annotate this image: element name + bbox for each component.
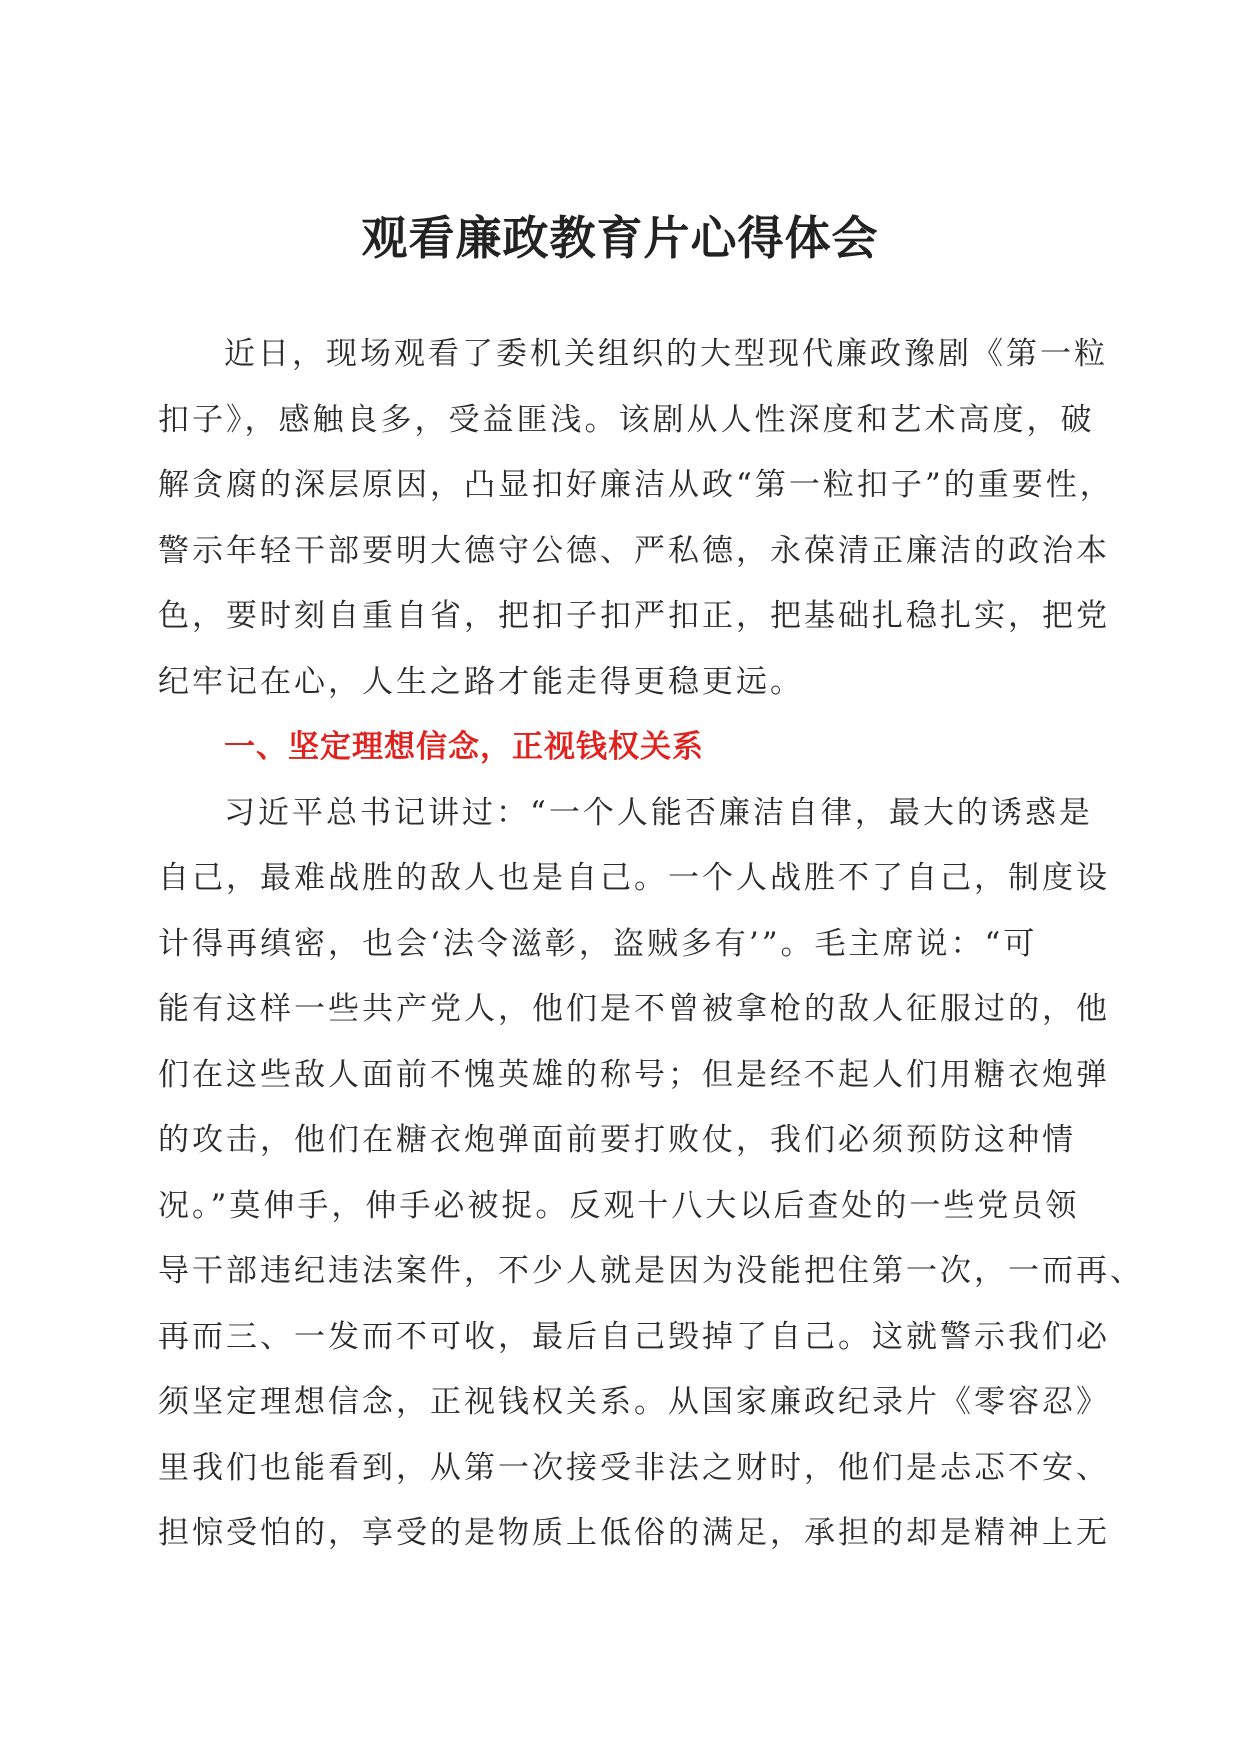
paragraph-line: 色，要时刻自重自省，把扣子扣严扣正，把基础扎稳扎实，把党 — [158, 598, 1110, 634]
paragraph-line: 须坚定理想信念，正视钱权关系。从国家廉政纪录片《零容忍》 — [158, 1384, 1110, 1420]
document-title: 观看廉政教育片心得体会 — [361, 211, 879, 265]
paragraph-line: 近日，现场观看了委机关组织的大型现代廉政豫剧《第一粒 — [224, 336, 1108, 372]
paragraph-line: 导干部违纪违法案件，不少人就是因为没能把住第一次，一而再、 — [158, 1253, 1144, 1289]
paragraph-line: 纪牢记在心，人生之路才能走得更稳更远。 — [158, 663, 804, 700]
paragraph-line: 们在这些敌人面前不愧英雄的称号；但是经不起人们用糖衣炮弹 — [158, 1056, 1110, 1093]
section-heading: 一、坚定理想信念，正视钱权关系 — [224, 729, 704, 765]
paragraph-line: 况。”莫伸手，伸手必被捉。反观十八大以后查处的一些党员领 — [158, 1187, 1080, 1224]
paragraph-line: 解贪腐的深层原因，凸显扣好廉洁从政“第一粒扣子”的重要性， — [158, 467, 1114, 503]
paragraph-line: 警示年轻干部要明大德守公德、严私德，永葆清正廉洁的政治本 — [158, 532, 1110, 569]
paragraph-line: 再而三、一发而不可收，最后自己毁掉了自己。这就警示我们必 — [158, 1318, 1110, 1355]
document-body — [158, 322, 1144, 1567]
paragraph-line: 能有这样一些共产党人，他们是不曾被拿枪的敌人征服过的，他 — [158, 991, 1110, 1027]
paragraph-line: 里我们也能看到，从第一次接受非法之财时，他们是忐忑不安、 — [158, 1449, 1110, 1486]
paragraph-line: 习近平总书记讲过：“一个人能否廉洁自律，最大的诱惑是 — [224, 794, 1093, 831]
paragraph-line: 的攻击，他们在糖衣炮弹面前要打败仗，我们必须预防这种情 — [158, 1122, 1076, 1158]
paragraph-line: 扣子》，感触良多，受益匪浅。该剧从人性深度和艺术高度，破 — [158, 401, 1095, 438]
paragraph-line: 担惊受怕的，享受的是物质上低俗的满足，承担的却是精神上无 — [158, 1515, 1110, 1551]
paragraph-line: 计得再缜密，也会‘法令滋彰，盗贼多有’”。毛主席说：“可 — [158, 925, 1038, 962]
paragraph-line: 自己，最难战胜的敌人也是自己。一个人战胜不了自己，制度设 — [158, 860, 1110, 896]
